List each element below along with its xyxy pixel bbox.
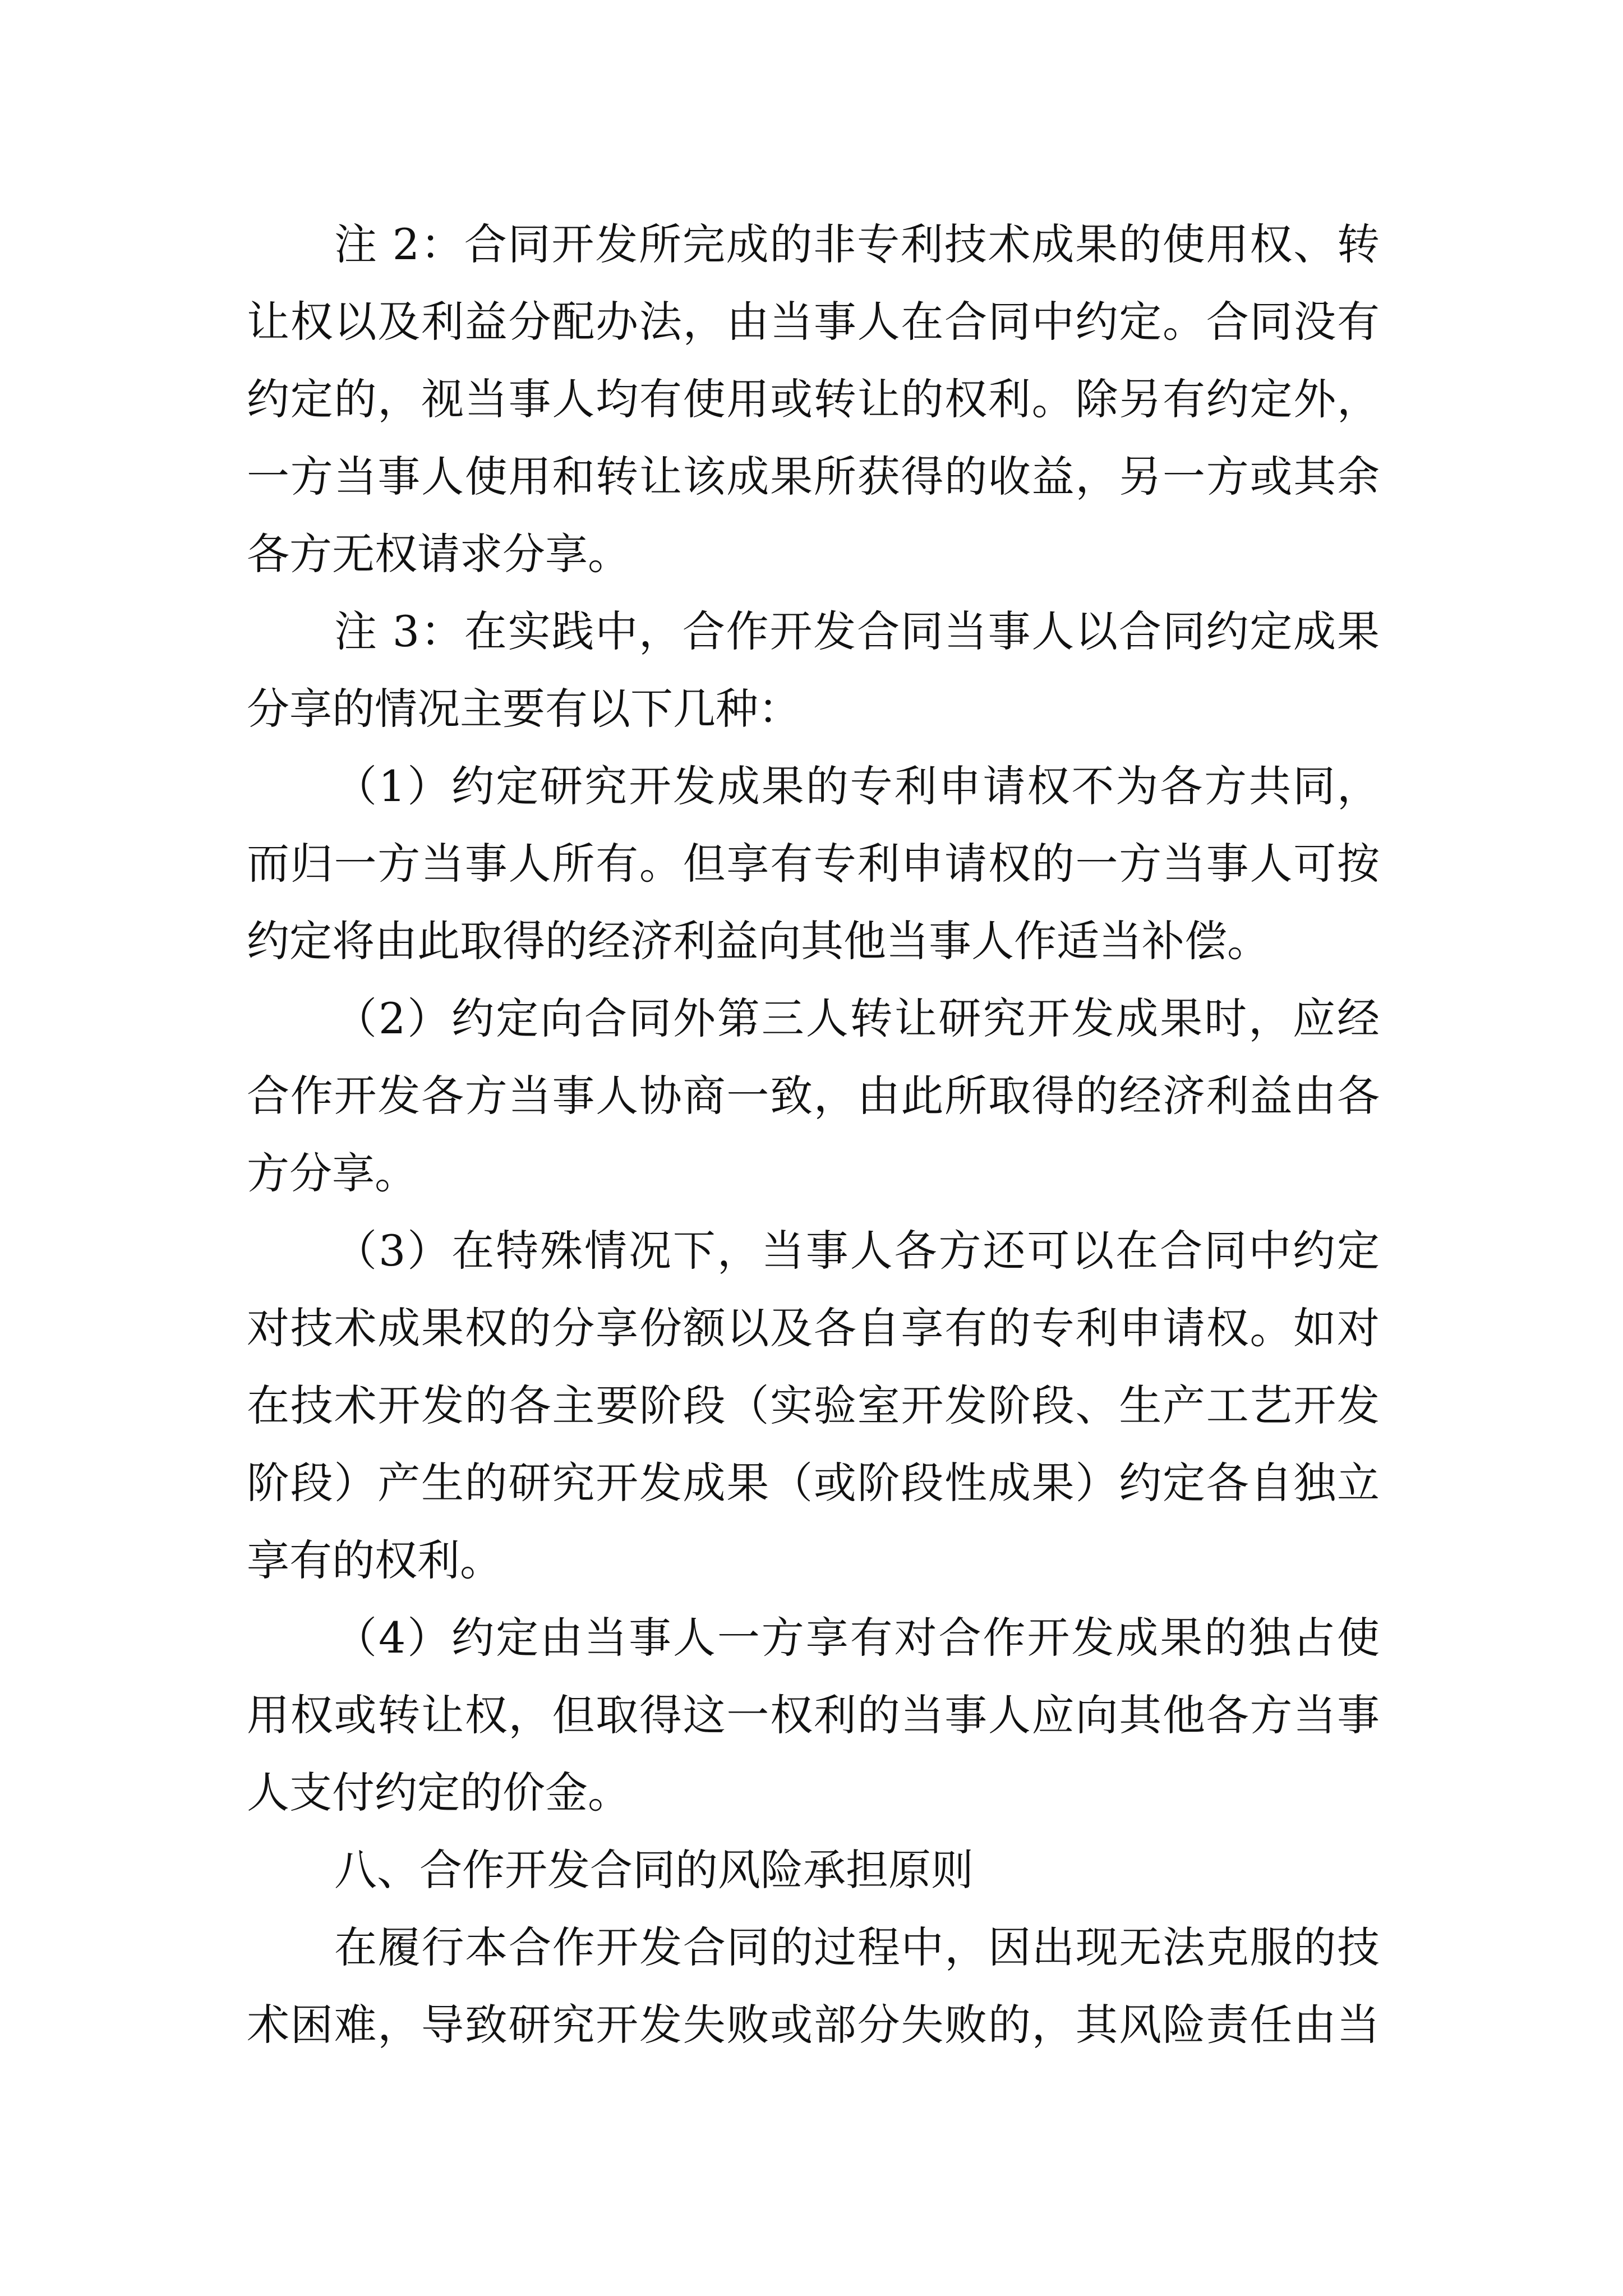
item-3-line-1: （3）在特殊情况下，当事人各方还可以在合同中约定 [334, 1226, 1380, 1276]
note-2-line-1: 注 2：合同开发所完成的非专利技术成果的使用权、转 [334, 219, 1380, 269]
note-2-line-4: 一方当事人使用和转让该成果所获得的收益，另一方或其余 [247, 452, 1380, 501]
note-2-line-5: 各方无权请求分享。 [247, 529, 630, 579]
item-3-line-5: 享有的权利。 [247, 1535, 502, 1585]
item-1-line-1: （1）约定研究开发成果的专利申请权不为各方共同， [334, 761, 1380, 811]
item-2-line-2: 合作开发各方当事人协商一致，由此所取得的经济利益由各 [247, 1071, 1380, 1121]
note-2-line-2: 让权以及利益分配办法，由当事人在合同中约定。合同没有 [247, 297, 1380, 347]
section-8-line-1: 在履行本合作开发合同的过程中，因出现无法克服的技 [334, 1922, 1380, 1972]
item-3-line-3: 在技术开发的各主要阶段（实验室开发阶段、生产工艺开发 [247, 1381, 1380, 1430]
section-8-line-2: 术困难，导致研究开发失败或部分失败的，其风险责任由当 [247, 2000, 1380, 2050]
item-3-line-2: 对技术成果权的分享份额以及各自享有的专利申请权。如对 [247, 1303, 1380, 1353]
section-8-heading: 八、合作开发合同的风险承担原则 [334, 1845, 974, 1895]
item-4-line-1: （4）约定由当事人一方享有对合作开发成果的独占使 [334, 1613, 1380, 1663]
note-2-line-3: 约定的，视当事人均有使用或转让的权利。除另有约定外， [247, 374, 1380, 424]
note-3-line-2: 分享的情况主要有以下几种： [247, 684, 801, 734]
item-1-line-2: 而归一方当事人所有。但享有专利申请权的一方当事人可按 [247, 839, 1380, 889]
item-1-line-3: 约定将由此取得的经济利益向其他当事人作适当补偿。 [247, 916, 1270, 966]
item-4-line-2: 用权或转让权，但取得这一权利的当事人应向其他各方当事 [247, 1690, 1380, 1740]
item-2-line-1: （2）约定向合同外第三人转让研究开发成果时，应经 [334, 993, 1380, 1043]
item-4-line-3: 人支付约定的价金。 [247, 1768, 630, 1818]
item-3-line-4: 阶段）产生的研究开发成果（或阶段性成果）约定各自独立 [247, 1458, 1380, 1508]
item-2-line-3: 方分享。 [247, 1148, 417, 1198]
note-3-line-1: 注 3：在实践中，合作开发合同当事人以合同约定成果 [334, 606, 1380, 656]
